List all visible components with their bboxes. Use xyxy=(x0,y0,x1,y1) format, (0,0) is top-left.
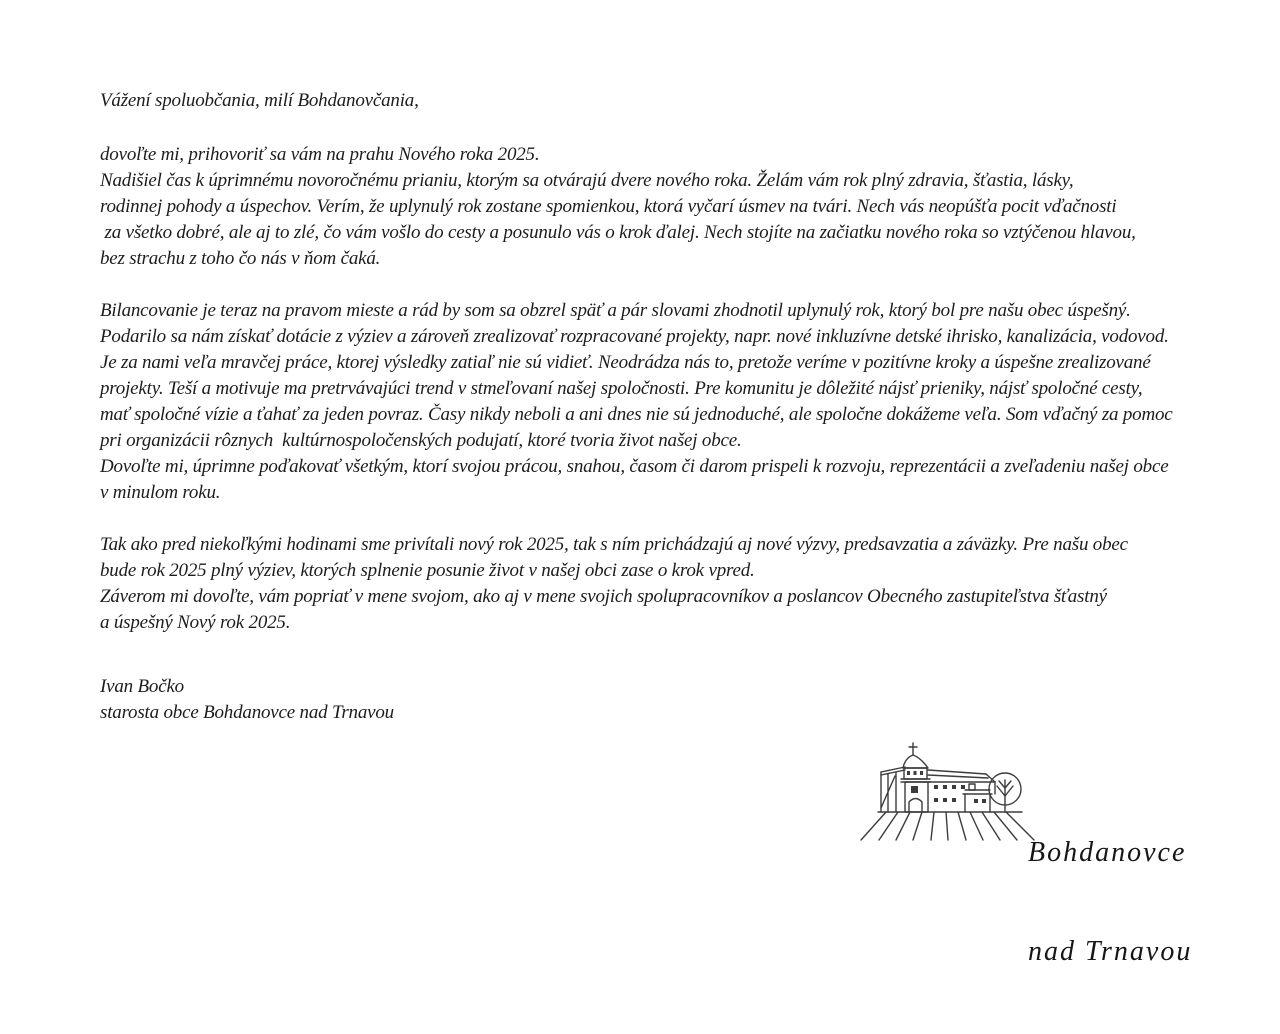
signature-block xyxy=(100,674,1210,726)
letter-line: pri organizácii rôznych kultúrnospoločenských podujatí, ktoré tvoria život našej obce. xyxy=(100,430,742,451)
letter-line: mať spoločné vízie a ťahať za jeden povraz. Časy nikdy neboli a ani dnes nie sú jednoduché, ale spoločne dokážeme veľa. Som vďačný za pomoc xyxy=(100,404,1173,425)
letter-line: Je za nami veľa mravčej práce, ktorej výsledky zatiaľ nie sú vidieť. Neodrádza nás to, pretože veríme v pozitívne kroky a úspešne zrealizované xyxy=(100,352,1151,373)
letter-line: a úspešný Nový rok 2025. xyxy=(100,612,291,633)
signature-name: Ivan Bočko xyxy=(100,676,184,697)
letter-line: Bilancovanie je teraz na pravom mieste a rád by som sa obzrel späť a pár slovami zhodnotil uplynulý rok, ktorý bol pre našu obec úspešný. xyxy=(100,300,1131,321)
logo-wordmark xyxy=(1028,770,1192,1034)
letter-line: bude rok 2025 plný výziev, ktorých splnenie posunie život v našej obci zase o krok vpred. xyxy=(100,560,755,581)
letter-line: bez strachu z toho čo nás v ňom čaká. xyxy=(100,248,381,269)
paragraph-2 xyxy=(100,298,1210,506)
logo-name-line2: nad Trnavou xyxy=(1028,936,1193,967)
letter-line: dovoľte mi, prihovoriť sa vám na prahu Nového roka 2025. xyxy=(100,144,540,165)
letter-line: Záverom mi dovoľte, vám popriať v mene svojom, ako aj v mene svojich spolupracovníkov a poslancov Obecného zastupiteľstva šťastný xyxy=(100,586,1107,607)
letter-body xyxy=(100,88,1210,726)
letter-line: projekty. Teší a motivuje ma pretrvávajúci trend v stmeľovaní našej spoločnosti. Pre komunitu je dôležité nájsť prieniky, nájsť spoločné cesty, xyxy=(100,378,1143,399)
letter-line: Tak ako pred niekoľkými hodinami sme privítali nový rok 2025, tak s ním prichádzajú aj nové výzvy, predsavzatia a záväzky. Pre našu obec xyxy=(100,534,1128,555)
paragraph-3 xyxy=(100,532,1210,636)
letter-line: Podarilo sa nám získať dotácie z výziev a zároveň zrealizovať rozpracované projekty, napr. nové inkluzívne detské ihrisko, kanalizácia, vodovod. xyxy=(100,326,1169,347)
logo-name-line1: Bohdanovce xyxy=(1028,837,1187,868)
municipality-logo xyxy=(876,738,1206,967)
letter-line: rodinnej pohody a úspechov. Verím, že uplynulý rok zostane spomienkou, ktorá vyčarí úsmev na tvári. Nech vás neopúšťa pocit vďačnosti xyxy=(100,196,1117,217)
salutation: Vážení spoluobčania, milí Bohdanovčania, xyxy=(100,90,419,111)
village-church-logo-icon xyxy=(876,738,1026,846)
letter-line: Nadišiel čas k úprimnému novoročnému prianiu, ktorým sa otvárajú dvere nového roka. Želám vám rok plný zdravia, šťastia, lásky, xyxy=(100,170,1074,191)
letter-line: za všetko dobré, ale aj to zlé, čo vám vošlo do cesty a posunulo vás o krok ďalej. Nech stojíte na začiatku nového roka so vztýčenou hlavou, xyxy=(100,222,1136,243)
letter-line: v minulom roku. xyxy=(100,482,221,503)
paragraph-1 xyxy=(100,142,1210,272)
signature-role: starosta obce Bohdanovce nad Trnavou xyxy=(100,702,394,723)
letter-line: Dovoľte mi, úprimne poďakovať všetkým, ktorí svojou prácou, snahou, časom či darom prispeli k rozvoju, reprezentácii a zveľadeniu našej obce xyxy=(100,456,1169,477)
